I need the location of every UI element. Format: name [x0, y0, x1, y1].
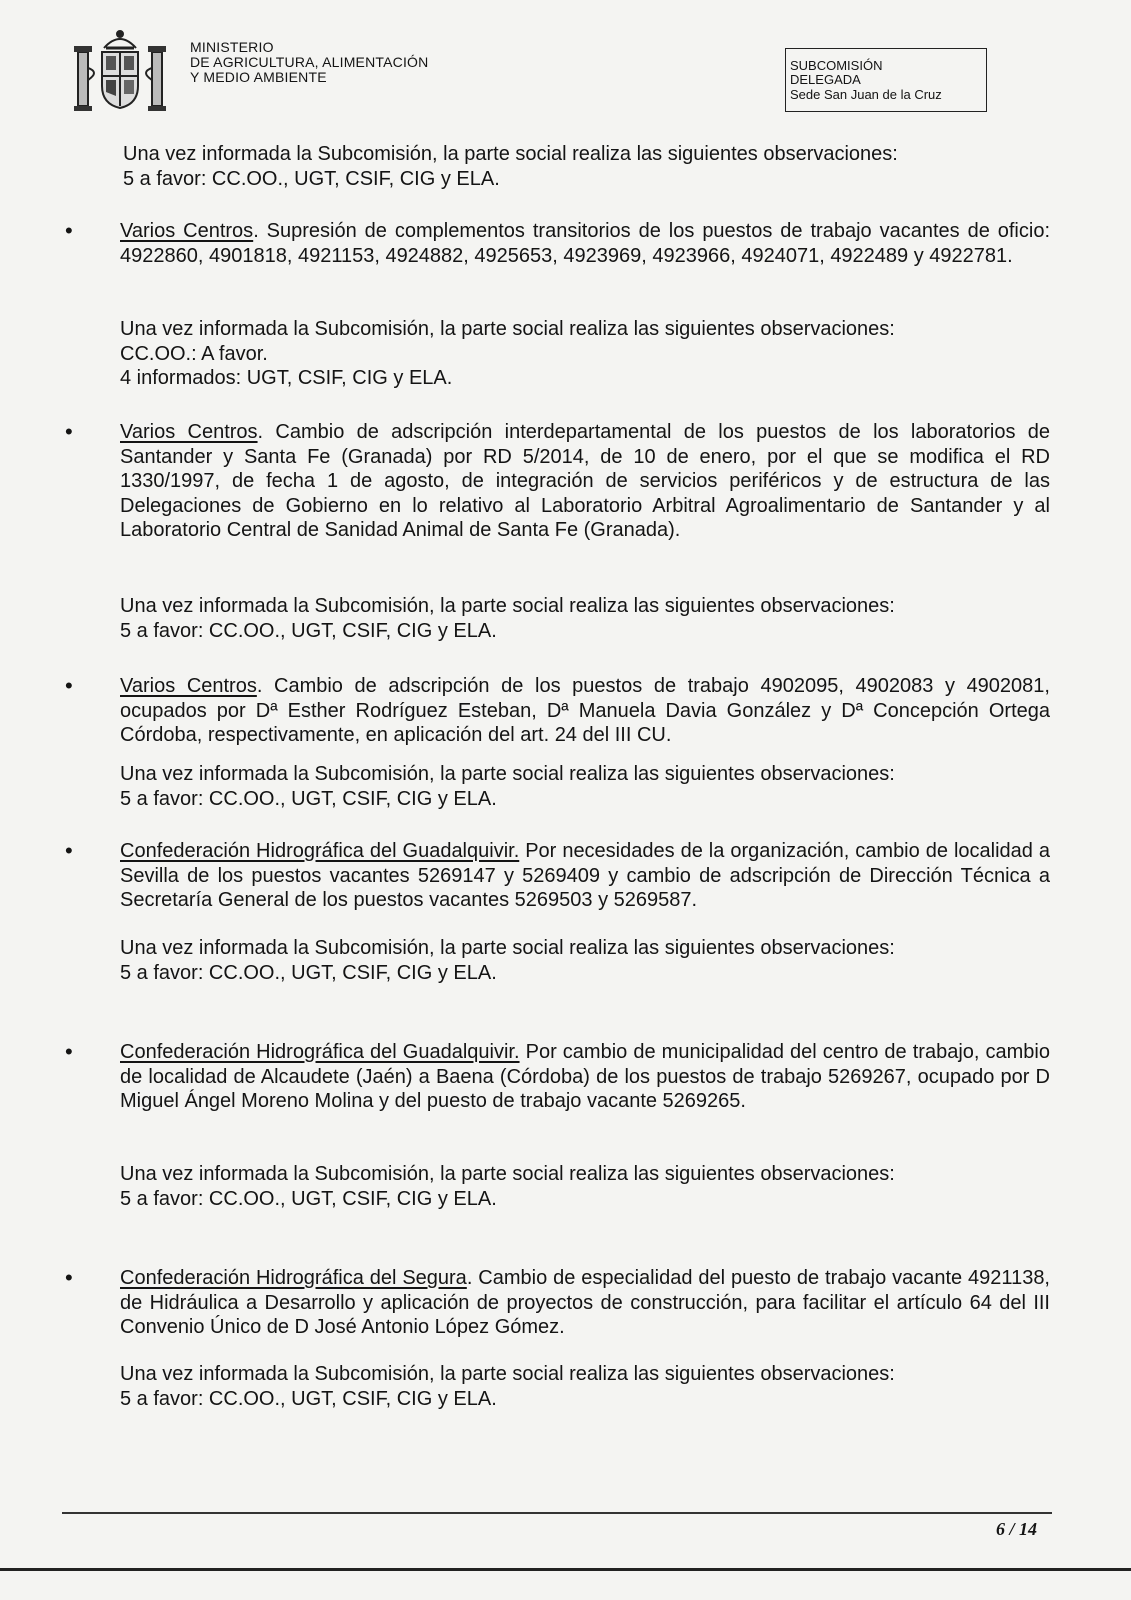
item-title: Varios Centros	[120, 675, 257, 697]
bullet-icon: •	[65, 419, 73, 444]
item-observations	[120, 317, 1050, 391]
item-text: . Cambio de especialidad del puesto de trabajo vacante 4921138, de Hidráulica a Desarrollo y aplicación de proyectos de construcción, para facilitar el artículo 64 del III Convenio Único de D José Antonio López Gómez.	[120, 1267, 1050, 1338]
item-observations	[120, 762, 1050, 811]
coat-of-arms-icon	[70, 26, 170, 116]
bullet-icon: •	[65, 1265, 73, 1290]
page-edge-line	[0, 1568, 1131, 1571]
observation-line: 5 a favor: CC.OO., UGT, CSIF, CIG y ELA.	[120, 961, 497, 984]
bullet-icon: •	[65, 838, 73, 863]
page-number: 6 / 14	[996, 1519, 1038, 1539]
item-text: Por cambio de municipalidad del centro de trabajo, cambio de localidad de Alcaudete (Jaén) a Baena (Córdoba) de los puestos de trabajo 5269267, ocupado por D Miguel Ángel Moreno Molina y del puesto de trabajo vacante 5269265.	[120, 1041, 1050, 1112]
item-description	[120, 420, 1050, 543]
observation-line: Una vez informada la Subcomisión, la parte social realiza las siguientes observaciones:	[120, 318, 895, 340]
observation-line: Una vez informada la Subcomisión, la parte social realiza las siguientes observaciones:	[123, 143, 898, 165]
page-header	[70, 26, 1070, 116]
observation-line: Una vez informada la Subcomisión, la parte social realiza las siguientes observaciones:	[120, 763, 895, 785]
stamp-line: DELEGADA	[790, 72, 861, 87]
item-text: Por necesidades de la organización, cambio de localidad a Sevilla de los puestos vacantes 5269147 y 5269409 y cambio de adscripción de Dirección Técnica a Secretaría General de los puestos vacantes 5269503 y 5269587.	[120, 840, 1050, 911]
ministry-line: MINISTERIO	[190, 39, 274, 55]
observation-line: CC.OO.: A favor.	[120, 342, 268, 365]
observation-line: 5 a favor: CC.OO., UGT, CSIF, CIG y ELA.	[120, 787, 497, 810]
observation-line: Una vez informada la Subcomisión, la parte social realiza las siguientes observaciones:	[120, 595, 895, 617]
item-title: Confederación Hidrográfica del Segura	[120, 1267, 467, 1289]
bullet-icon: •	[65, 1039, 73, 1064]
item-observations	[120, 1362, 1050, 1411]
observation-line: Una vez informada la Subcomisión, la parte social realiza las siguientes observaciones:	[120, 937, 895, 959]
observation-line: 5 a favor: CC.OO., UGT, CSIF, CIG y ELA.	[120, 619, 497, 642]
item-description	[120, 1266, 1050, 1340]
observation-line: 5 a favor: CC.OO., UGT, CSIF, CIG y ELA.	[120, 1387, 497, 1410]
item-description	[120, 1040, 1050, 1114]
item-text: . Cambio de adscripción interdepartamental de los puestos de los laboratorios de Santander y Santa Fe (Granada) por RD 5/2014, de 10 de enero, por el que se modifica el RD 1330/1997, de fecha 1 de agosto, de integración de servicios periféricos y de estructura de las Delegaciones de Gobierno en lo relativo al Laboratorio Arbitral Agroalimentario de Santander y al Laboratorio Central de Sanidad Animal de Santa Fe (Granada).	[120, 421, 1050, 541]
item-title: Confederación Hidrográfica del Guadalquivir.	[120, 1041, 520, 1063]
observation-line: Una vez informada la Subcomisión, la parte social realiza las siguientes observaciones:	[120, 1363, 895, 1385]
observation-line: 4 informados: UGT, CSIF, CIG y ELA.	[120, 367, 453, 389]
observation-line: 5 a favor: CC.OO., UGT, CSIF, CIG y ELA.	[123, 167, 500, 190]
item-title: Confederación Hidrográfica del Guadalquivir.	[120, 840, 520, 862]
item-description	[120, 674, 1050, 748]
ministry-line: Y MEDIO AMBIENTE	[190, 69, 327, 85]
item-description	[120, 839, 1050, 913]
item-observations	[120, 1162, 1050, 1211]
stamp-line: Sede San Juan de la Cruz	[790, 87, 942, 102]
item-title: Varios Centros	[120, 421, 258, 443]
item-text: . Supresión de complementos transitorios de los puestos de trabajo vacantes de oficio: 4922860, 4901818, 4921153, 4924882, 4925653, 4923969, 4923966, 4924071, 4922489 y 4922781.	[120, 220, 1051, 267]
footer-divider	[62, 1512, 1052, 1514]
observation-line: 5 a favor: CC.OO., UGT, CSIF, CIG y ELA.	[120, 1187, 497, 1210]
observation-line: Una vez informada la Subcomisión, la parte social realiza las siguientes observaciones:	[120, 1163, 895, 1185]
bullet-icon: •	[65, 218, 73, 243]
item-title: Varios Centros	[120, 220, 254, 242]
intro-observations	[123, 142, 1108, 191]
item-description	[120, 219, 1050, 268]
stamp-line: SUBCOMISIÓN	[790, 58, 883, 73]
ministry-line: DE AGRICULTURA, ALIMENTACIÓN	[190, 54, 429, 70]
item-text: . Cambio de adscripción de los puestos de trabajo 4902095, 4902083 y 4902081, ocupados por Dª Esther Rodríguez Esteban, Dª Manuela Davia González y Dª Concepción Ortega Córdoba, respectivamente, en aplicación del art. 24 del III CU.	[120, 675, 1050, 746]
ministry-name	[190, 40, 428, 85]
item-observations	[120, 594, 1050, 643]
subcommission-stamp	[785, 48, 987, 112]
bullet-icon: •	[65, 673, 73, 698]
item-observations	[120, 936, 1050, 985]
